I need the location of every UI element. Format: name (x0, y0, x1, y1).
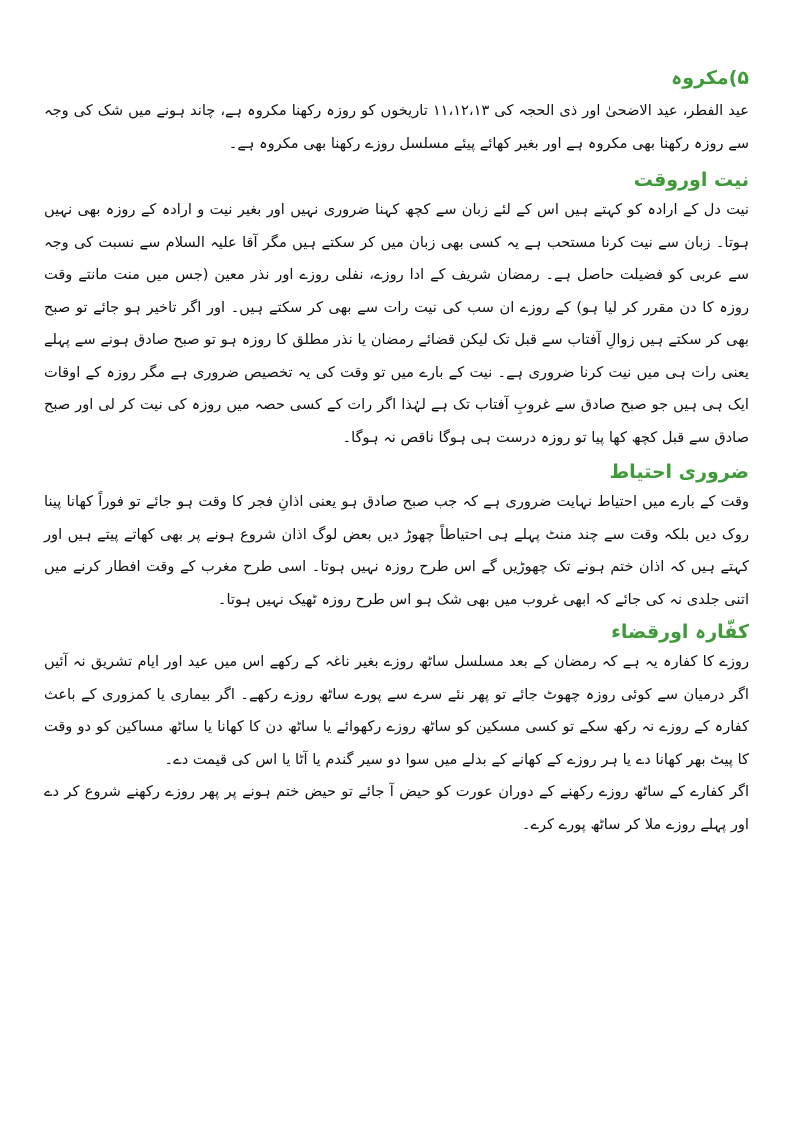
section-heading-niyyat-waqt: نیت اوروقت (633, 169, 749, 191)
section-paragraph: اگر کفارے کے ساٹھ روزے رکھنے کے دوران عورت کو حیض آ جائے تو حیض ختم ہونے پر پھر روزے رکھنے شروع کر دے اور پہلے روزے ملا کر ساٹھ پورے کرے۔ (44, 783, 749, 833)
section-paragraph: روزے کا کفارہ یہ ہے کہ رمضان کے بعد مسلسل ساٹھ روزے بغیر ناغہ کے رکھے اس میں عید اور ایام تشریق نہ آئیں اگر درمیان سے کوئی روزہ چھوٹ جائے تو پھر نئے سرے سے پورے ساٹھ روزے رکھے۔ اگر بیماری یا کمزوری کے باعث کفارہ کے روزے نہ رکھ سکے تو کسی مسکین کو ساٹھ روزے رکھوائے یا ساٹھ دن کا کھانا یا ساٹھ مساکین کو دو وقت کا پیٹ بھر کھانا دے یا ہر روزے کے کھانے کے بدلے میں سوا دو سیر گندم یا آٹا یا اس کی قیمت دے۔ (44, 653, 749, 768)
section-heading-kaffara-qaza: کفّارہ اورقضاء (611, 621, 749, 643)
section-heading-zaroori-ehtiyat: ضروری احتیاط (609, 461, 749, 483)
section-heading-makrooh: ۵)مکروہ (671, 67, 749, 89)
section-paragraph: عید الفطر، عید الاضحیٰ اور ذی الحجہ کی ۱۱،۱۲،۱۳ تاریخوں کو روزہ رکھنا مکروہ ہے، چاند ہونے میں شک کی وجہ سے روزہ رکھنا بھی مکروہ ہے اور بغیر کھائے پیئے مسلسل روزے رکھنا بھی مکروہ ہے۔ (44, 102, 749, 152)
section-paragraph: نیت دل کے ارادہ کو کہتے ہیں اس کے لئے زبان سے کچھ کہنا ضروری نہیں اور بغیر نیت و ارادہ کے روزہ بھی نہیں ہوتا۔ زبان سے نیت کرنا مستحب ہے یہ کسی بھی زبان میں کر سکتے ہیں مگر آقا علیہ السلام سے نسبت کی وجہ سے عربی کو فضیلت حاصل ہے۔ رمضان شریف کے ادا روزے، نفلی روزے اور نذر معین (جس میں منت مانتے وقت روزہ کا دن مقرر کر لیا ہو) کے روزے ان سب کی نیت رات سے بھی کر سکتے ہیں۔ اور اگر تاخیر ہو جائے تو صبح بھی کر سکتے ہیں زوالِ آفتاب سے قبل تک لیکن قضائے رمضان یا نذر مطلق کا روزہ ہو تو صبح صادق ہونے سے پہلے یعنی رات ہی میں نیت کرنا ضروری ہے۔ نیت کے بارے میں تو وقت کی یہ تخصیص ضروری ہے مگر روزہ کے اوقات ایک ہی ہیں جو صبح صادق سے غروبِ آفتاب تک ہے لہٰذا اگر رات کے کسی حصہ میں روزہ کی نیت کر لی اور صبح صادق سے قبل کچھ کھا پیا تو روزہ درست ہی ہوگا ناقص نہ ہوگا۔ (44, 201, 749, 446)
section-paragraph: وقت کے بارے میں احتیاط نہایت ضروری ہے کہ جب صبح صادق ہو یعنی اذانِ فجر کا وقت ہو جائے تو فوراً کھانا پینا روک دیں بلکہ وقت سے چند منٹ پہلے ہی احتیاطاً چھوڑ دیں بعض لوگ اذان شروع ہونے پر بھی کھاتے پیتے ہیں اور کہتے ہیں کہ اذان ختم ہونے تک چھوڑیں گے اس طرح روزہ نہیں ہوتا۔ اسی طرح مغرب کے وقت افطار کرنے میں اتنی جلدی نہ کی جائے کہ ابھی غروب میں بھی شک ہو اس طرح روزہ ٹھیک نہیں ہوتا۔ (44, 493, 749, 608)
